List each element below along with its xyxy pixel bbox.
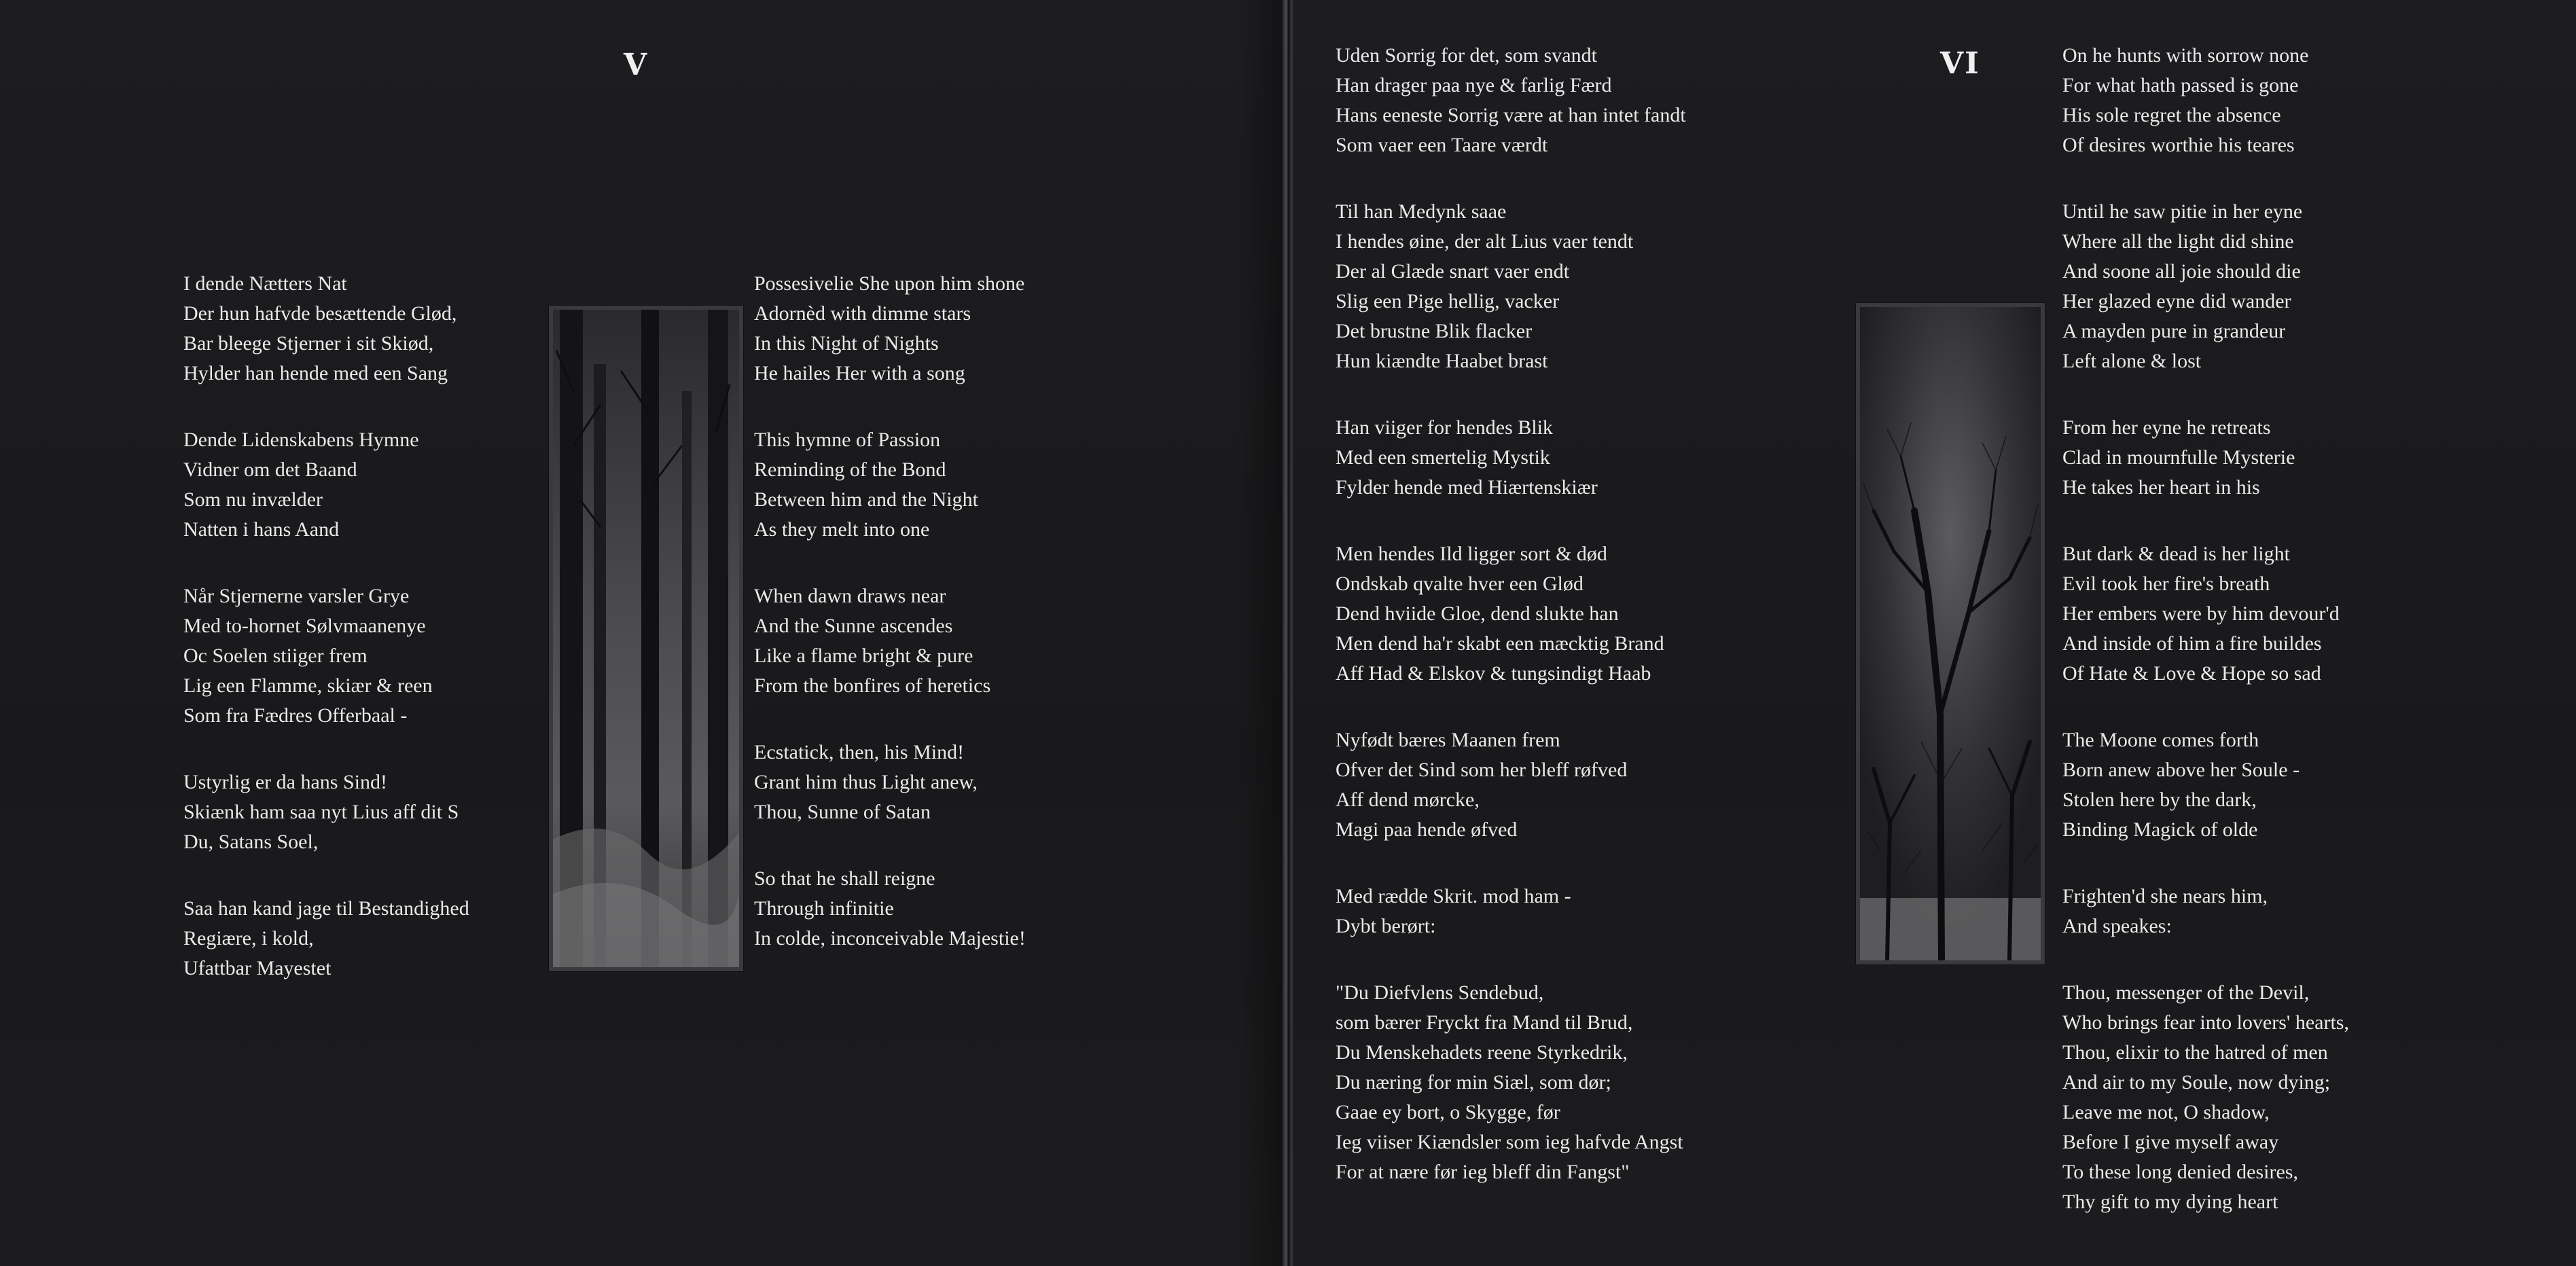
- verse-line: Saa han kand jage til Bestandighed: [183, 897, 469, 920]
- verse-line: I hendes øine, der alt Lius vaer tendt: [1336, 230, 1634, 253]
- verse-line: From the bonfires of heretics: [754, 674, 991, 697]
- verse-line: Du Menskehadets reene Styrkedrik,: [1336, 1041, 1628, 1064]
- verse-line: Regiære, i kold,: [183, 927, 314, 950]
- verse-line: From her eyne he retreats: [2062, 416, 2271, 439]
- verse-line: Adornèd with dimme stars: [754, 302, 971, 325]
- verse-line: In this Night of Nights: [754, 332, 939, 355]
- verse-line: Dend hviide Gloe, dend slukte han: [1336, 602, 1619, 625]
- verse-line: His sole regret the absence: [2062, 104, 2281, 126]
- verse-line: Thou, elixir to the hatred of men: [2062, 1041, 2328, 1064]
- verse-line: For at nære før ieg bleff din Fangst": [1336, 1161, 1630, 1183]
- verse-line: This hymne of Passion: [754, 429, 941, 451]
- stanza: [183, 269, 469, 388]
- stanza: [754, 269, 1026, 388]
- verse-english-vi: [2062, 41, 2349, 1217]
- verse-line: But dark & dead is her light: [2062, 543, 2290, 565]
- verse-line: Han drager paa nye & farlig Færd: [1336, 74, 1612, 96]
- verse-line: Left alone & lost: [2062, 350, 2202, 372]
- verse-line: Fylder hende med Hiærtenskiær: [1336, 476, 1598, 499]
- verse-line: As they melt into one: [754, 518, 930, 541]
- verse-line: Du, Satans Soel,: [183, 831, 319, 853]
- stanza: [2062, 725, 2349, 845]
- verse-line: Som fra Fædres Offerbaal -: [183, 704, 408, 727]
- verse-line: Som nu invælder: [183, 488, 323, 511]
- stanza: [2062, 41, 2349, 160]
- verse-line: Du næring for min Siæl, som dør;: [1336, 1071, 1611, 1093]
- verse-line: Thou, Sunne of Satan: [754, 801, 931, 823]
- verse-line: Ofver det Sind som her bleff røfved: [1336, 759, 1628, 781]
- verse-line: Leave me not, O shadow,: [2062, 1101, 2270, 1123]
- left-page: [0, 0, 1283, 1266]
- verse-line: So that he shall reigne: [754, 867, 935, 890]
- verse-line: Lig een Flamme, skiær & reen: [183, 674, 433, 697]
- verse-line: To these long denied desires,: [2062, 1161, 2298, 1183]
- stanza: [1336, 725, 1686, 845]
- stanza: [754, 581, 1026, 701]
- verse-line: Through infinitie: [754, 897, 894, 920]
- stanza: [2062, 413, 2349, 503]
- verse-line: Thy gift to my dying heart: [2062, 1191, 2278, 1213]
- verse-line: Thou, messenger of the Devil,: [2062, 981, 2310, 1004]
- verse-line: Uden Sorrig for det, som svandt: [1336, 44, 1597, 67]
- verse-line: Ondskab qvalte hver een Glød: [1336, 573, 1584, 595]
- verse-line: He takes her heart in his: [2062, 476, 2260, 499]
- verse-danish-vi: [1336, 41, 1686, 1187]
- stanza: [754, 864, 1026, 954]
- stanza: [754, 425, 1026, 545]
- stanza: [1336, 41, 1686, 160]
- verse-line: Med to-hornet Sølvmaanenye: [183, 615, 426, 637]
- verse-line: Ieg viiser Kiændsler som ieg hafvde Angst: [1336, 1131, 1683, 1153]
- verse-line: On he hunts with sorrow none: [2062, 44, 2309, 67]
- verse-line: Ecstatick, then, his Mind!: [754, 741, 965, 763]
- verse-line: Possesivelie She upon him shone: [754, 272, 1025, 295]
- verse-line: Her embers were by him devour'd: [2062, 602, 2340, 625]
- stanza: [2062, 197, 2349, 376]
- forest-image: [553, 310, 739, 967]
- stanza: [1336, 882, 1686, 941]
- verse-line: A mayden pure in grandeur: [2062, 320, 2286, 342]
- verse-line: And inside of him a fire buildes: [2062, 632, 2322, 655]
- bare-trees-image: [1860, 307, 2041, 960]
- verse-line: Der al Glæde snart vaer endt: [1336, 260, 1570, 283]
- verse-line: Natten i hans Aand: [183, 518, 340, 541]
- stanza: [183, 581, 469, 731]
- stanza: [183, 425, 469, 545]
- verse-line: Han viiger for hendes Blik: [1336, 416, 1553, 439]
- verse-line: Oc Soelen stiiger frem: [183, 645, 368, 667]
- verse-line: Ustyrlig er da hans Sind!: [183, 771, 387, 793]
- verse-line: Magi paa hende øfved: [1336, 818, 1518, 841]
- verse-line: Med rædde Skrit. mod ham -: [1336, 885, 1571, 907]
- verse-line: Frighten'd she nears him,: [2062, 885, 2268, 907]
- verse-line: "Du Diefvlens Sendebud,: [1336, 981, 1544, 1004]
- verse-line: Born anew above her Soule -: [2062, 759, 2300, 781]
- verse-line: Når Stjernerne varsler Grye: [183, 585, 410, 607]
- verse-line: Of desires worthie his teares: [2062, 134, 2295, 156]
- stanza: [1336, 413, 1686, 503]
- bare-trees-photo-strip: [1856, 303, 2045, 964]
- stanza: [2062, 978, 2349, 1217]
- verse-line: Vidner om det Baand: [183, 458, 357, 481]
- verse-line: Evil took her fire's breath: [2062, 573, 2270, 595]
- verse-line: Hun kiændte Haabet brast: [1336, 350, 1548, 372]
- verse-line: I dende Nætters Nat: [183, 272, 347, 295]
- verse-line: Like a flame bright & pure: [754, 645, 973, 667]
- stanza: [1336, 197, 1686, 376]
- verse-line: som bærer Fryckt fra Mand til Brud,: [1336, 1011, 1633, 1034]
- spine-shadow-left: [1236, 0, 1283, 1266]
- verse-line: Men hendes Ild ligger sort & død: [1336, 543, 1607, 565]
- verse-danish-v: [183, 269, 469, 983]
- verse-line: Until he saw pitie in her eyne: [2062, 200, 2303, 223]
- verse-line: And the Sunne ascendes: [754, 615, 953, 637]
- stanza: [2062, 882, 2349, 941]
- verse-line: Grant him thus Light anew,: [754, 771, 978, 793]
- verse-line: For what hath passed is gone: [2062, 74, 2299, 96]
- verse-line: Her glazed eyne did wander: [2062, 290, 2291, 312]
- verse-line: He hailes Her with a song: [754, 362, 965, 384]
- verse-line: Before I give myself away: [2062, 1131, 2279, 1153]
- right-page: [1293, 0, 2576, 1266]
- verse-line: Clad in mournfulle Mysterie: [2062, 446, 2295, 469]
- section-numeral-vi: VI: [1940, 46, 1980, 81]
- verse-line: Reminding of the Bond: [754, 458, 946, 481]
- forest-photo-strip: [549, 306, 743, 971]
- booklet-spine: [1283, 0, 1293, 1266]
- verse-line: And air to my Soule, now dying;: [2062, 1071, 2331, 1093]
- verse-line: Hans eeneste Sorrig være at han intet fandt: [1336, 104, 1686, 126]
- verse-line: Nyfødt bæres Maanen frem: [1336, 729, 1560, 751]
- verse-line: Of Hate & Love & Hope so sad: [2062, 662, 2321, 685]
- verse-line: Skiænk ham saa nyt Lius aff dit S: [183, 801, 459, 823]
- verse-line: Gaae ey bort, o Skygge, før: [1336, 1101, 1560, 1123]
- section-numeral-v: V: [624, 48, 649, 82]
- verse-line: Som vaer een Taare værdt: [1336, 134, 1548, 156]
- stanza: [183, 767, 469, 857]
- verse-line: Men dend ha'r skabt een mæcktig Brand: [1336, 632, 1664, 655]
- verse-line: Bar bleege Stjerner i sit Skiød,: [183, 332, 434, 355]
- verse-line: The Moone comes forth: [2062, 729, 2259, 751]
- verse-line: Aff dend mørcke,: [1336, 789, 1480, 811]
- stanza: [183, 894, 469, 983]
- verse-line: Aff Had & Elskov & tungsindigt Haab: [1336, 662, 1651, 685]
- stanza: [1336, 978, 1686, 1187]
- stanza: [1336, 539, 1686, 689]
- verse-line: Who brings fear into lovers' hearts,: [2062, 1011, 2349, 1034]
- verse-line: Dende Lidenskabens Hymne: [183, 429, 419, 451]
- verse-line: Between him and the Night: [754, 488, 978, 511]
- verse-line: Hylder han hende med een Sang: [183, 362, 448, 384]
- verse-line: In colde, inconceivable Majestie!: [754, 927, 1026, 950]
- stanza: [2062, 539, 2349, 689]
- verse-line: Til han Medynk saae: [1336, 200, 1507, 223]
- verse-line: Der hun hafvde besættende Glød,: [183, 302, 457, 325]
- verse-line: And speakes:: [2062, 915, 2172, 937]
- verse-line: Det brustne Blik flacker: [1336, 320, 1533, 342]
- verse-line: And soone all joie should die: [2062, 260, 2301, 283]
- verse-line: Med een smertelig Mystik: [1336, 446, 1550, 469]
- verse-line: Slig een Pige hellig, vacker: [1336, 290, 1560, 312]
- verse-line: Where all the light did shine: [2062, 230, 2294, 253]
- stanza: [754, 738, 1026, 827]
- verse-line: Stolen here by the dark,: [2062, 789, 2257, 811]
- verse-line: Binding Magick of olde: [2062, 818, 2258, 841]
- verse-line: Ufattbar Mayestet: [183, 957, 332, 979]
- verse-line: When dawn draws near: [754, 585, 946, 607]
- verse-line: Dybt berørt:: [1336, 915, 1436, 937]
- verse-english-v: [754, 269, 1026, 954]
